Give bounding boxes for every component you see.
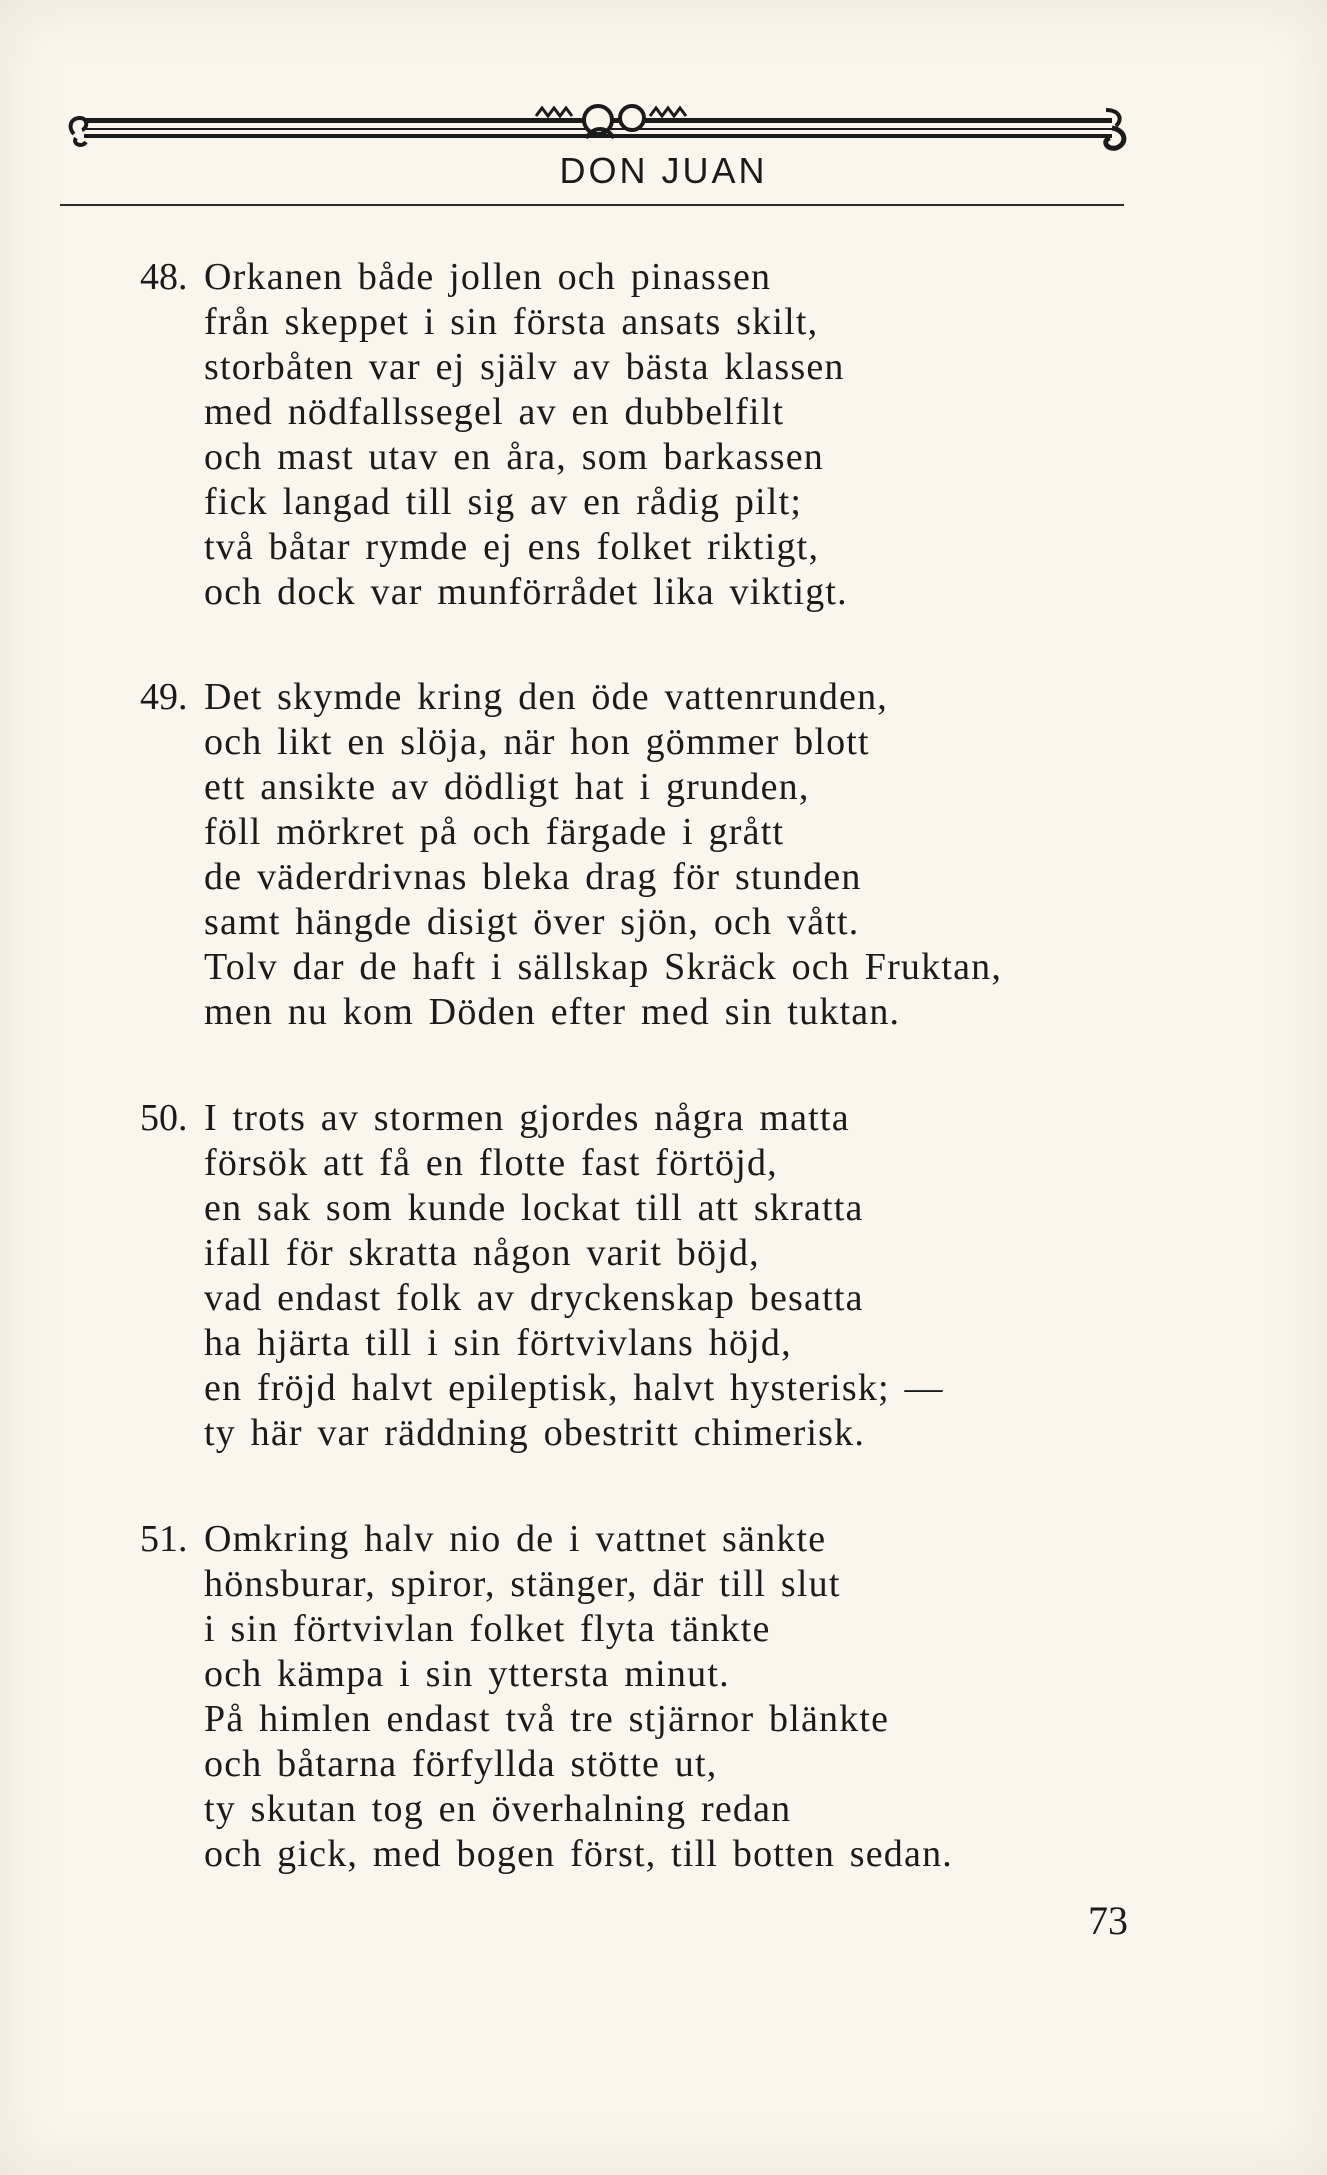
stanza-lines xyxy=(204,1096,944,1456)
verse-line: två båtar rymde ej ens folket riktigt, xyxy=(204,526,820,568)
page-number: 73 xyxy=(1088,1898,1128,1943)
stanza-number: 51. xyxy=(140,1518,188,1560)
verse-line: och likt en slöja, när hon gömmer blott xyxy=(204,721,870,763)
verse-line: vad endast folk av dryckenskap besatta xyxy=(204,1277,864,1319)
verse-line: Det skymde kring den öde vattenrunden, xyxy=(204,676,888,718)
stanza-lines xyxy=(204,1517,953,1877)
verse-line: ett ansikte av dödligt hat i grunden, xyxy=(204,766,810,808)
stanza-lines xyxy=(204,675,1002,1035)
verse-line: Tolv dar de haft i sällskap Skräck och Fruktan, xyxy=(204,946,1003,988)
verse-line: från skeppet i sin första ansats skilt, xyxy=(204,301,819,343)
header-divider xyxy=(60,204,1124,206)
verse-line: hönsburar, spiror, stänger, där till slut xyxy=(204,1563,841,1605)
verse-line: och kämpa i sin yttersta minut. xyxy=(204,1653,730,1695)
running-title: DON JUAN xyxy=(559,150,768,191)
stanza-number: 50. xyxy=(140,1097,188,1139)
verse-line: de väderdrivnas bleka drag för stunden xyxy=(204,856,862,898)
verse-line: I trots av stormen gjordes några matta xyxy=(204,1097,850,1139)
verse-line: På himlen endast två tre stjärnor blänkte xyxy=(204,1698,890,1740)
stanza-number: 48. xyxy=(140,256,188,298)
verse-line: samt hängde disigt över sjön, och vått. xyxy=(204,901,860,943)
verse-line: storbåten var ej själv av bästa klassen xyxy=(204,346,845,388)
verse-line: fick langad till sig av en rådig pilt; xyxy=(204,481,803,523)
verse-line: och gick, med bogen först, till botten sedan. xyxy=(204,1833,953,1875)
verse-line: och båtarna förfyllda stötte ut, xyxy=(204,1743,718,1785)
verse-line: en fröjd halvt epileptisk, halvt hysterisk; — xyxy=(204,1367,944,1409)
verse-line: Omkring halv nio de i vattnet sänkte xyxy=(204,1518,827,1560)
decorative-header-band-icon xyxy=(66,104,1130,152)
verse-line: men nu kom Döden efter med sin tuktan. xyxy=(204,991,901,1033)
verse-line: i sin förtvivlan folket flyta tänkte xyxy=(204,1608,771,1650)
verse-line: föll mörkret på och färgade i grått xyxy=(204,811,785,853)
verse-line: Orkanen både jollen och pinassen xyxy=(204,256,772,298)
verse-line: ty här var räddning obestritt chimerisk. xyxy=(204,1412,866,1454)
verse-line: ifall för skratta någon varit böjd, xyxy=(204,1232,760,1274)
verse-line: med nödfallssegel av en dubbelfilt xyxy=(204,391,785,433)
verse-line: ha hjärta till i sin förtvivlans höjd, xyxy=(204,1322,792,1364)
verse-line: och mast utav en åra, som barkassen xyxy=(204,436,824,478)
stanza-number: 49. xyxy=(140,676,188,718)
verse-line: en sak som kunde lockat till att skratta xyxy=(204,1187,864,1229)
stanza-lines xyxy=(204,255,848,615)
verse-line: och dock var munförrådet lika viktigt. xyxy=(204,571,848,613)
verse-line: försök att få en flotte fast förtöjd, xyxy=(204,1142,778,1184)
verse-line: ty skutan tog en överhalning redan xyxy=(204,1788,792,1830)
